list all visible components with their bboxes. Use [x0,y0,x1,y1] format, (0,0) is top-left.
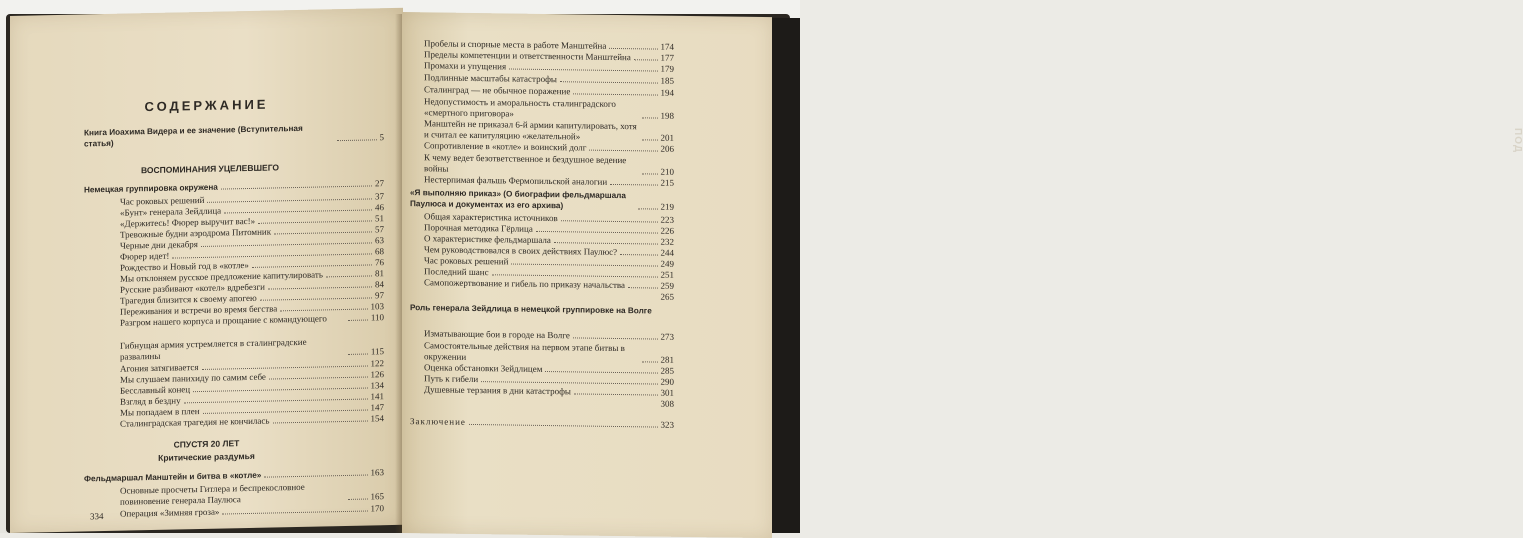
page-number: 223 [660,214,674,225]
entry-text: «Держитесь! Фюрер выручит вас!» [120,215,256,229]
page-number: 103 [370,301,384,312]
spine-text: ПОД [1512,128,1523,153]
page-number: 251 [660,269,674,280]
leader-dots [574,393,658,395]
page-number: 174 [660,41,674,52]
entry-text: Самопожертвование и гибель по приказу начальства [424,277,626,291]
entry-text: Нестерпимая фальшь Фермопильской аналогии [424,174,608,187]
page-number: 165 [370,491,384,502]
leader-dots [268,286,372,289]
leader-dots [326,275,372,277]
leader-dots [469,424,658,428]
page-number: 122 [370,358,384,369]
page-number: 194 [660,87,674,98]
entry-text: Гибнущая армия устремляется в сталинградские развалины [120,336,307,362]
page-number: 141 [370,391,384,402]
entry-text: Промахи и упущения [424,60,507,72]
entry-text: Оценка обстановки Зейдлицем [424,362,543,374]
group-entry[interactable] [410,187,674,213]
leader-dots [348,354,368,355]
entry-text: Изматывающие бои в городе на Волге [424,328,570,341]
leader-dots [221,185,372,189]
leader-dots [573,337,658,339]
page-number: 37 [375,191,384,202]
entry-text: «Я выполняю приказ» (О биографии фельдмаршала Паулюса и документах из его архива) [410,188,626,211]
leader-dots [348,320,368,321]
page-number: 5 [379,132,384,143]
group-entry[interactable] [410,302,674,317]
entry-text: Пределы компетенции и ответственности Манштейна [424,49,631,63]
entry-text: Последний шанс [424,266,489,278]
entry-text: Переживания и встречи во время бегства [120,303,278,317]
page-number: 177 [660,52,674,63]
page-number: 301 [660,387,674,398]
page-number: 259 [660,280,674,291]
leader-dots [274,231,372,234]
conclusion-entry[interactable] [410,416,674,431]
entry-text: Основные просчеты Гитлера и беспрекословное повиновение генерала Паулюса [120,481,305,507]
page-number: 185 [660,75,674,86]
page-number: 81 [375,268,384,279]
toc-title: СОДЕРЖАНИЕ [144,96,269,115]
leader-dots [638,208,658,209]
page-number: 170 [370,503,384,514]
page-number: 249 [660,258,674,269]
page-number: 57 [375,224,384,235]
page-number: 232 [660,236,674,247]
page-number: 68 [375,246,384,257]
toc-entry[interactable] [424,395,674,409]
entry-text: Самостоятельные действия на первом этапе битвы в окружении [424,340,625,362]
entry-text: Рождество и Новый год в «котле» [120,259,249,273]
page-number: 285 [660,365,674,376]
page-number: 134 [370,380,384,391]
page-number: 273 [660,331,674,342]
page-number: 226 [660,225,674,236]
page-number: 126 [370,369,384,380]
right-page [402,12,772,538]
page-number: 244 [660,247,674,258]
page-number: 179 [660,63,674,74]
leader-dots [554,242,658,244]
page-number: 97 [375,290,384,301]
page-number: 27 [375,178,384,189]
entry-text: Заключение [410,416,466,427]
leader-dots [348,499,368,500]
toc-entry[interactable] [424,288,674,302]
left-page [10,8,403,533]
entry-text: Фельдмаршал Манштейн и битва в «котле» [84,470,262,484]
intro-entry[interactable] [84,121,384,149]
page-number: 154 [370,413,384,424]
entry-text: Час роковых решений [120,194,205,207]
entry-text: Взгляд в бездну [120,395,181,407]
leader-dots [545,371,657,374]
entry-text: Сталинградская трагедия не кончилась [120,415,270,429]
leader-dots [280,309,367,312]
entry-text: Разгром нашего корпуса и прощание с командующего [120,313,327,328]
page-number: 163 [370,467,384,478]
page-number: 210 [660,166,674,177]
leader-dots [509,68,657,71]
page-number: 46 [375,202,384,213]
entry-text: Манштейн не приказал 6-й армии капитулировать, хотя и считал ее капитуляцию «желательной» [424,118,637,142]
leader-dots [642,117,658,118]
page-number: 281 [660,354,674,365]
entry-text: Порочная методика Гёрлица [424,222,533,234]
page-number: 147 [370,402,384,413]
page-number: 198 [660,110,674,121]
entry-text: Пробелы и спорные места в работе Манштейна [424,38,607,51]
entry-text: Черные дни декабря [120,239,198,251]
page-number: 206 [660,143,674,154]
entry-text: «Бунт» генерала Зейдлица [120,205,222,218]
entry-text: Путь к гибели [424,373,479,385]
section-heading: ВОСПОМИНАНИЯ УЦЕЛЕВШЕГО [140,162,280,176]
page-number: 51 [375,213,384,224]
page-number: 110 [370,312,384,323]
leader-dots [642,173,658,174]
leader-dots [561,220,658,222]
leader-dots [481,381,657,384]
leader-dots [492,274,658,277]
page-number: 63 [375,235,384,246]
page-number: 219 [660,201,674,212]
page-number: 84 [375,279,384,290]
entry-text: Недопустимость и аморальность сталинградского «смертного приговора» [424,96,616,119]
page-number: 215 [660,177,674,188]
leader-dots [573,93,657,95]
entry-text: Тревожные будни аэродрома Питомник [120,226,272,240]
entry-text: Роль генерала Зейдлица в немецкой группировке на Волге [410,303,652,316]
leader-dots [609,48,657,50]
entry-text: Сталинград — не обычное поражение [424,84,571,97]
leader-dots [273,421,368,424]
page-number: 308 [660,398,674,409]
page-number: 265 [660,291,674,302]
entry-text: Мы отклоняем русское предложение капитулировать [120,269,323,284]
page-folio: 334 [90,511,104,522]
leader-dots [269,377,368,380]
page-number: 290 [660,376,674,387]
page-number: 76 [375,257,384,268]
entry-text: Душевные терзания в дни катастрофы [424,384,571,397]
entry-text: Общая характеристика источников [424,211,558,224]
entry-text: Чем руководствовался в своих действиях Паулюс? [424,244,618,258]
entry-text: Мы попадаем в плен [120,406,200,418]
page-number: 323 [660,419,674,430]
entry-text: Трагедия близится к своему апогею [120,292,257,306]
leader-dots [620,254,657,256]
entry-text: Бесславный конец [120,384,191,396]
entry-text: Книга Иоахима Видера и ее значение (Вступительная статья) [84,123,303,149]
leader-dots [258,220,372,223]
leader-dots [536,231,658,234]
section-heading: СПУСТЯ 20 ЛЕТ [173,438,240,450]
section-subheading: Критические раздумья [158,450,255,463]
entry-text: К чему ведет безответственное и бездушное ведение войны [424,152,627,174]
leader-dots [610,184,657,186]
entry-text: Русские разбивают «котел» вдребезги [120,281,265,295]
entry-text: Агония затягивается [120,362,199,374]
entry-text: Час роковых решений [424,255,509,267]
leader-dots [222,511,367,515]
leader-dots [260,297,372,300]
entry-text: Сопротивление в «котле» и воинский долг [424,140,587,153]
leader-dots [337,139,377,141]
leader-dots [642,361,658,362]
leader-dots [560,81,658,83]
leader-dots [264,475,367,478]
entry-text: Немецкая группировка окружена [84,182,218,195]
toc-entry[interactable] [424,174,674,188]
page-number: 115 [370,346,384,357]
entry-text: Операция «Зимняя гроза» [120,506,220,519]
leader-dots [252,264,372,268]
entry-text: О характеристике фельдмаршала [424,233,551,246]
entry-text: Мы слушаем панихиду по самим себе [120,371,266,385]
entry-text: Фюрер идет! [120,250,170,262]
leader-dots [628,287,657,288]
leader-dots [634,59,658,60]
leader-dots [511,264,657,267]
leader-dots [589,150,657,152]
leader-dots [642,139,658,140]
page-number: 201 [660,132,674,143]
entry-text: Подлинные масштабы катастрофы [424,72,557,85]
